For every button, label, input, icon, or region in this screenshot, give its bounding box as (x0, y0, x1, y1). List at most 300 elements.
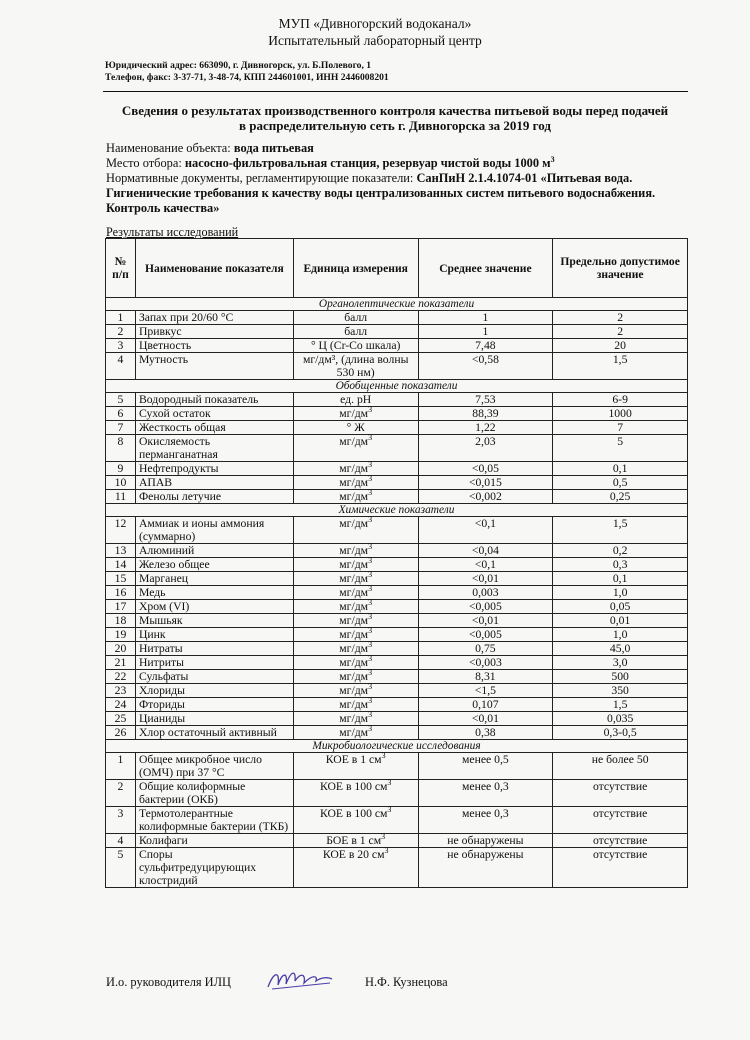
cell-average-text: <0,58 (471, 353, 499, 366)
cell-number (106, 642, 136, 656)
unit-superscript: 3 (368, 584, 373, 594)
cell-name-text: Цветность (138, 339, 192, 352)
cell-name (135, 421, 293, 435)
cell-unit (293, 572, 418, 586)
cell-number-text: 18 (114, 614, 127, 627)
section-row (106, 380, 688, 393)
cell-name (135, 656, 293, 670)
cell-unit (293, 807, 418, 834)
object-value: вода питьевая (233, 141, 314, 155)
cell-name-text: Общее микробное число (ОМЧ) при 37 °С (138, 753, 262, 779)
cell-limit-text: 2 (617, 325, 624, 338)
cell-limit (553, 544, 688, 558)
header-divider (103, 91, 688, 92)
cell-average (418, 407, 553, 421)
cell-average-text: 88,39 (472, 407, 499, 420)
table-row (106, 476, 688, 490)
cell-name (135, 780, 293, 807)
cell-limit (553, 517, 688, 544)
cell-unit-text: мг/дм (339, 435, 369, 448)
cell-average (418, 490, 553, 504)
cell-average (418, 544, 553, 558)
table-row (106, 544, 688, 558)
cell-unit-text: мг/дм (339, 476, 369, 489)
table-row (106, 712, 688, 726)
cell-average (418, 325, 553, 339)
cell-average (418, 353, 553, 380)
place-value: насосно-фильтровальная станция, резервуар чистой воды 1000 м (184, 156, 551, 170)
cell-unit (293, 476, 418, 490)
cell-unit (293, 558, 418, 572)
cell-average-text: 7,48 (475, 339, 496, 352)
cell-name (135, 628, 293, 642)
cell-name (135, 393, 293, 407)
section-title: Обобщенные показатели (106, 380, 688, 393)
cell-unit (293, 393, 418, 407)
table-row (106, 407, 688, 421)
cell-name (135, 684, 293, 698)
cell-number-text: 5 (117, 848, 124, 861)
cell-number-text: 16 (114, 586, 127, 599)
cell-number-text: 9 (117, 462, 124, 475)
cell-number (106, 834, 136, 848)
object-label: Наименование объекта: (106, 141, 231, 155)
cell-number (106, 490, 136, 504)
cell-name (135, 753, 293, 780)
cell-number (106, 558, 136, 572)
results-label: Результаты исследований (106, 225, 239, 239)
cell-unit (293, 848, 418, 888)
unit-superscript: 3 (368, 668, 373, 678)
cell-name (135, 407, 293, 421)
unit-superscript: 3 (381, 751, 386, 761)
table-row (106, 586, 688, 600)
cell-average (418, 684, 553, 698)
cell-name-text: Хлор остаточный активный (138, 726, 277, 739)
cell-average (418, 698, 553, 712)
cell-unit-text: мг/дм (339, 517, 369, 530)
cell-limit (553, 586, 688, 600)
cell-average-text: менее 0,3 (462, 807, 509, 820)
cell-unit-text: мг/дм (339, 614, 369, 627)
cell-average-text: менее 0,3 (462, 780, 509, 793)
cell-number-text: 4 (117, 834, 124, 847)
cell-average (418, 393, 553, 407)
cell-name-text: Хром (VI) (138, 600, 190, 613)
cell-limit-text: 1000 (608, 407, 632, 420)
cell-limit (553, 656, 688, 670)
table-row (106, 753, 688, 780)
cell-number-text: 2 (117, 780, 124, 793)
cell-unit (293, 753, 418, 780)
cell-name (135, 642, 293, 656)
cell-limit-text: 0,01 (609, 614, 631, 627)
cell-average (418, 421, 553, 435)
cell-limit-text: 0,1 (612, 572, 628, 585)
table-row (106, 558, 688, 572)
cell-unit-text: КОЕ в 100 см (319, 780, 388, 793)
cell-number (106, 339, 136, 353)
cell-average (418, 656, 553, 670)
cell-unit (293, 325, 418, 339)
cell-unit (293, 407, 418, 421)
place-sup: 3 (550, 154, 555, 164)
cell-unit-text: балл (344, 325, 368, 338)
cell-name-text: Фенолы летучие (138, 490, 222, 503)
table-header-row (106, 239, 688, 298)
cell-name (135, 558, 293, 572)
cell-limit (553, 490, 688, 504)
cell-limit (553, 311, 688, 325)
cell-limit (553, 848, 688, 888)
header-average: Среднее значение (418, 239, 553, 298)
unit-superscript: 3 (387, 805, 392, 815)
cell-name-text: Мышьяк (138, 614, 183, 627)
cell-average (418, 517, 553, 544)
cell-number (106, 848, 136, 888)
cell-number (106, 628, 136, 642)
cell-limit (553, 476, 688, 490)
header-number: № п/п (106, 239, 136, 298)
table-row (106, 600, 688, 614)
cell-name-text: Нефтепродукты (138, 462, 219, 475)
cell-name (135, 517, 293, 544)
phone-line: Телефон, факс: 3-37-71, 3-48-74, КПП 244601001, ИНН 2446008201 (105, 72, 389, 83)
cell-name-text: Общие колиформные бактерии (ОКБ) (138, 780, 246, 806)
unit-superscript: 3 (381, 832, 386, 842)
cell-unit (293, 614, 418, 628)
table-row (106, 698, 688, 712)
cell-limit-text: не более 50 (591, 753, 649, 766)
cell-unit-text: мг/дм (339, 726, 369, 739)
results-table (105, 238, 688, 888)
table-row (106, 462, 688, 476)
cell-unit-text: мг/дм (339, 670, 369, 683)
address-block (105, 60, 389, 84)
unit-superscript: 3 (368, 682, 373, 692)
cell-unit (293, 670, 418, 684)
unit-superscript: 3 (368, 488, 373, 498)
cell-unit (293, 698, 418, 712)
cell-number (106, 517, 136, 544)
cell-limit-text: 500 (611, 670, 629, 683)
cell-limit-text: 5 (617, 435, 624, 448)
cell-limit-text: 1,0 (612, 586, 628, 599)
cell-unit-text: мг/дм (339, 572, 369, 585)
cell-average-text: <0,01 (471, 572, 499, 585)
cell-number (106, 544, 136, 558)
table-row (106, 614, 688, 628)
cell-average-text: <1,5 (474, 684, 496, 697)
cell-limit-text: 20 (614, 339, 626, 352)
table-row (106, 848, 688, 888)
cell-limit-text: отсутствие (592, 780, 648, 793)
cell-limit-text: отсутствие (592, 834, 648, 847)
table-row (106, 421, 688, 435)
cell-average-text: <0,1 (474, 558, 496, 571)
cell-name-text: Цианиды (138, 712, 186, 725)
cell-name (135, 325, 293, 339)
legal-address: Юридический адрес: 663090, г. Дивногорск, ул. Б.Полевого, 1 (105, 60, 372, 71)
cell-number (106, 572, 136, 586)
cell-unit-text: мг/дм (339, 642, 369, 655)
cell-limit-text: 0,3-0,5 (603, 726, 637, 739)
cell-number-text: 10 (114, 476, 127, 489)
cell-average-text: не обнаружены (447, 848, 524, 861)
cell-average (418, 712, 553, 726)
object-row (106, 141, 680, 156)
section-row (106, 298, 688, 311)
cell-unit (293, 435, 418, 462)
unit-superscript: 3 (368, 598, 373, 608)
cell-number-text: 20 (114, 642, 127, 655)
cell-limit (553, 393, 688, 407)
cell-limit-text: 1,5 (612, 353, 628, 366)
unit-superscript: 3 (368, 515, 373, 525)
cell-average (418, 339, 553, 353)
cell-average (418, 311, 553, 325)
cell-average-text: 1 (482, 325, 489, 338)
cell-number-text: 17 (114, 600, 127, 613)
unit-superscript: 3 (368, 433, 373, 443)
cell-name-text: Жесткость общая (138, 421, 226, 434)
cell-number (106, 614, 136, 628)
cell-name (135, 600, 293, 614)
cell-name (135, 848, 293, 888)
cell-average (418, 780, 553, 807)
cell-unit (293, 780, 418, 807)
cell-unit (293, 517, 418, 544)
cell-unit-text: БОЕ в 1 см (326, 834, 382, 847)
cell-limit-text: 0,1 (612, 462, 628, 475)
cell-unit-text: мг/дм (339, 628, 369, 641)
cell-unit (293, 712, 418, 726)
cell-average-text: <0,003 (468, 656, 502, 669)
docs-row (106, 171, 680, 216)
cell-average (418, 462, 553, 476)
cell-name (135, 726, 293, 740)
cell-name-text: АПАВ (138, 476, 173, 489)
cell-name-text: Цинк (138, 628, 166, 641)
cell-name-text: Колифаги (138, 834, 188, 847)
unit-superscript: 3 (368, 724, 373, 734)
cell-name-text: Запах при 20/60 °С (138, 311, 234, 324)
cell-unit (293, 353, 418, 380)
table-row (106, 339, 688, 353)
cell-unit (293, 656, 418, 670)
table-row (106, 670, 688, 684)
cell-name (135, 712, 293, 726)
cell-number-text: 6 (117, 407, 124, 420)
cell-limit-text: 0,2 (612, 544, 628, 557)
cell-unit (293, 586, 418, 600)
cell-number (106, 780, 136, 807)
cell-unit (293, 462, 418, 476)
unit-superscript: 3 (368, 654, 373, 664)
cell-average-text: не обнаружены (447, 834, 524, 847)
cell-average (418, 558, 553, 572)
unit-superscript: 3 (368, 570, 373, 580)
cell-unit-text: КОЕ в 1 см (325, 753, 382, 766)
table-row (106, 311, 688, 325)
cell-limit-text: 0,3 (612, 558, 628, 571)
table-row (106, 435, 688, 462)
cell-name (135, 614, 293, 628)
signatory-name: Н.Ф. Кузнецова (365, 975, 448, 989)
unit-superscript: 3 (368, 556, 373, 566)
cell-name-text: Сульфаты (138, 670, 189, 683)
cell-limit (553, 670, 688, 684)
place-row (106, 156, 680, 171)
cell-name-text: Марганец (138, 572, 189, 585)
cell-number-text: 1 (117, 311, 124, 324)
cell-number (106, 421, 136, 435)
cell-unit (293, 339, 418, 353)
cell-limit (553, 780, 688, 807)
cell-number-text: 21 (114, 656, 127, 669)
unit-superscript: 3 (368, 710, 373, 720)
cell-unit (293, 726, 418, 740)
cell-name-text: Водородный показатель (138, 393, 259, 406)
cell-number (106, 656, 136, 670)
cell-unit (293, 490, 418, 504)
cell-limit-text: 45,0 (609, 642, 631, 655)
cell-unit-text: КОЕ в 20 см (322, 848, 385, 861)
unit-superscript: 3 (368, 696, 373, 706)
cell-number (106, 393, 136, 407)
cell-number-text: 8 (117, 435, 124, 448)
cell-name-text: Споры сульфитредуцирующих клостридий (138, 848, 257, 887)
cell-unit-text: ° Ж (346, 421, 365, 434)
cell-number-text: 5 (117, 393, 124, 406)
cell-number-text: 3 (117, 807, 124, 820)
table-row (106, 393, 688, 407)
cell-unit (293, 600, 418, 614)
cell-name (135, 311, 293, 325)
cell-unit-text: мг/дм (339, 407, 369, 420)
cell-number-text: 23 (114, 684, 127, 697)
cell-number (106, 600, 136, 614)
place-label: Место отбора: (106, 156, 182, 170)
table-row (106, 353, 688, 380)
cell-average-text: 1,22 (475, 421, 496, 434)
table-row (106, 325, 688, 339)
cell-average (418, 642, 553, 656)
cell-unit-text: мг/дм (339, 544, 369, 557)
cell-number (106, 753, 136, 780)
cell-number (106, 407, 136, 421)
cell-average (418, 586, 553, 600)
cell-limit (553, 435, 688, 462)
cell-average-text: <0,002 (468, 490, 502, 503)
cell-name-text: Нитриты (138, 656, 184, 669)
cell-average-text: <0,015 (468, 476, 502, 489)
cell-average (418, 476, 553, 490)
cell-unit (293, 311, 418, 325)
cell-number-text: 1 (117, 753, 124, 766)
cell-average (418, 600, 553, 614)
organization-name: МУП «Дивногорский водоканал» (278, 16, 472, 31)
signatory-position: И.о. руководителя ИЛЦ (106, 975, 231, 989)
cell-unit-text: мг/дм (339, 656, 369, 669)
table-row (106, 572, 688, 586)
cell-limit (553, 325, 688, 339)
cell-limit (553, 558, 688, 572)
cell-name-text: Хлориды (138, 684, 185, 697)
cell-limit (553, 807, 688, 834)
cell-name (135, 670, 293, 684)
cell-number (106, 435, 136, 462)
cell-limit (553, 628, 688, 642)
organization-header (0, 15, 750, 49)
unit-superscript: 3 (384, 846, 389, 856)
title-line-2: в распределительную сеть г. Дивногорска за 2019 год (239, 118, 551, 133)
cell-average-text: <0,005 (468, 628, 502, 641)
cell-name-text: Медь (138, 586, 166, 599)
cell-number-text: 15 (114, 572, 127, 585)
table-row (106, 807, 688, 834)
cell-limit-text: 6-9 (612, 393, 628, 406)
cell-number-text: 14 (114, 558, 127, 571)
cell-limit (553, 834, 688, 848)
cell-number (106, 670, 136, 684)
cell-average (418, 572, 553, 586)
cell-limit-text: 350 (611, 684, 629, 697)
cell-average-text: 0,38 (475, 726, 496, 739)
cell-unit-text: мг/дм (339, 558, 369, 571)
cell-name (135, 544, 293, 558)
cell-name (135, 353, 293, 380)
cell-average (418, 807, 553, 834)
cell-name (135, 698, 293, 712)
cell-number-text: 22 (114, 670, 127, 683)
cell-average (418, 435, 553, 462)
cell-limit-text: 0,035 (606, 712, 634, 725)
cell-unit (293, 684, 418, 698)
cell-limit (553, 614, 688, 628)
unit-superscript: 3 (368, 460, 373, 470)
cell-average-text: <0,1 (474, 517, 496, 530)
docs-label: Нормативные документы, регламентирующие показатели: (106, 171, 414, 185)
cell-name (135, 462, 293, 476)
cell-limit (553, 407, 688, 421)
cell-unit-text: мг/дм (339, 600, 369, 613)
cell-average-text: 0,75 (475, 642, 496, 655)
header-name: Наименование показателя (135, 239, 293, 298)
cell-limit-text: 0,05 (609, 600, 631, 613)
cell-limit-text: 0,25 (609, 490, 631, 503)
cell-limit-text: отсутствие (592, 807, 648, 820)
cell-name (135, 435, 293, 462)
cell-average-text: 1 (482, 311, 489, 324)
table-row (106, 684, 688, 698)
cell-average-text: 8,31 (475, 670, 496, 683)
cell-limit (553, 600, 688, 614)
unit-superscript: 3 (368, 612, 373, 622)
cell-limit-text: 1,0 (612, 628, 628, 641)
document-meta (106, 141, 680, 216)
cell-name-text: Нитраты (138, 642, 183, 655)
table-row (106, 642, 688, 656)
cell-unit-text: мг/дм (339, 490, 369, 503)
cell-unit-text: балл (344, 311, 368, 324)
cell-average (418, 726, 553, 740)
cell-average-text: <0,01 (471, 712, 499, 725)
unit-superscript: 3 (368, 640, 373, 650)
cell-average (418, 848, 553, 888)
table-row (106, 834, 688, 848)
cell-average-text: 2,03 (475, 435, 496, 448)
